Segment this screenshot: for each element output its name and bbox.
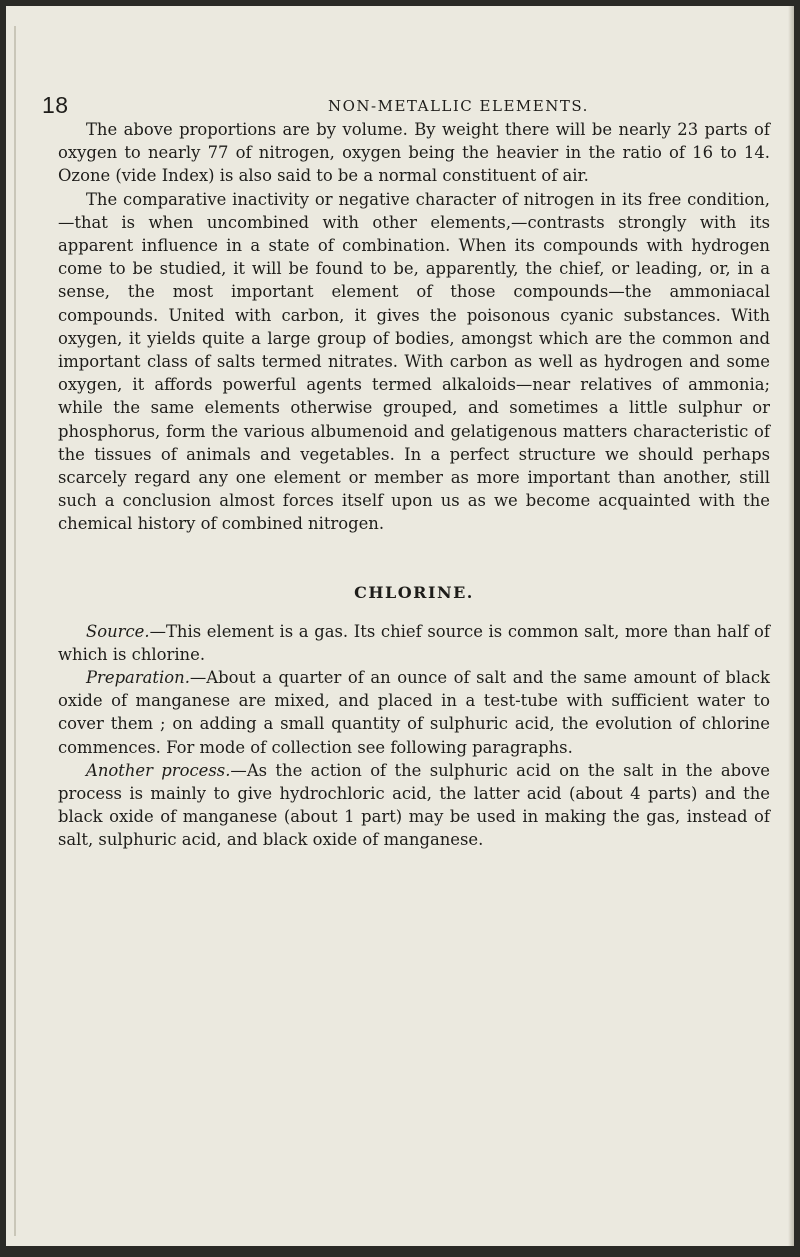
another-process-text: —As the action of the sulphuric acid on the salt in the above process is mainly to give hydrochloric acid, the latter acid (about 4 parts) and the black oxide of manganese (about 1 part) may be used in making the gas, instead of salt, sulphuric acid, and black oxide of manganese. (58, 760, 770, 850)
page-number: 18 (42, 92, 69, 118)
preparation-text: —About a quarter of an ounce of salt and the same amount of black oxide of manganese are mixed, and placed in a test-tube with sufficient water to cover them ; on adding a small quantity of sulphuric acid, the evolution of chlorine commences. For mode of collection see following paragraphs. (58, 668, 770, 757)
running-head: NON-METALLIC ELEMENTS. (328, 97, 589, 115)
paragraph-source (58, 620, 770, 666)
source-label: Source. (86, 621, 150, 641)
book-page (6, 6, 794, 1246)
paragraph-volume-weight: The above proportions are by volume. By weight there will be nearly 23 parts of oxygen to nearly 77 of nitrogen, oxygen being the heavier in the ratio of 16 to 14. Ozone (vide Index) is also said to be a normal constituent of air. (58, 120, 770, 186)
body-text (58, 118, 770, 852)
gutter-shadow (14, 26, 16, 1236)
section-heading: CHLORINE. (354, 582, 474, 602)
source-text: —This element is a gas. Its chief source is common salt, more than half of which is chlorine. (58, 621, 770, 664)
paragraph-another-process (58, 759, 770, 852)
another-process-label: Another process. (86, 760, 231, 780)
page-header (42, 92, 782, 120)
paragraph-nitrogen-inactivity: The comparative inactivity or negative character of nitrogen in its free condition,—that is when uncombined with other elements,—contrasts strongly with its apparent influence in a state of combination. When its compounds with hydrogen come to be studied, it will be found to be, apparently, the chief, or leading, or, in a sense, the most important element of those compounds—the ammoniacal compounds. United with carbon, it gives the poisonous cyanic substances. With oxygen, it yields quite a large group of bodies, amongst which are the common and important class of salts termed nitrates. With carbon as well as hydrogen and some oxygen, it affords powerful agents termed alkaloids—near relatives of ammonia; while the same elements otherwise grouped, and sometimes a little sulphur or phosphorus, form the various albumenoid and gelatigenous matters characteristic of the tissues of animals and vegetables. In a perfect structure we should perhaps scarcely regard any one element or member as more important than another, still such a conclusion almost forces itself upon us as we become acquainted with the chemical history of combined nitrogen. (58, 189, 770, 534)
paragraph-preparation (58, 666, 770, 759)
page-edge (788, 6, 794, 1246)
preparation-label: Preparation. (86, 668, 190, 688)
